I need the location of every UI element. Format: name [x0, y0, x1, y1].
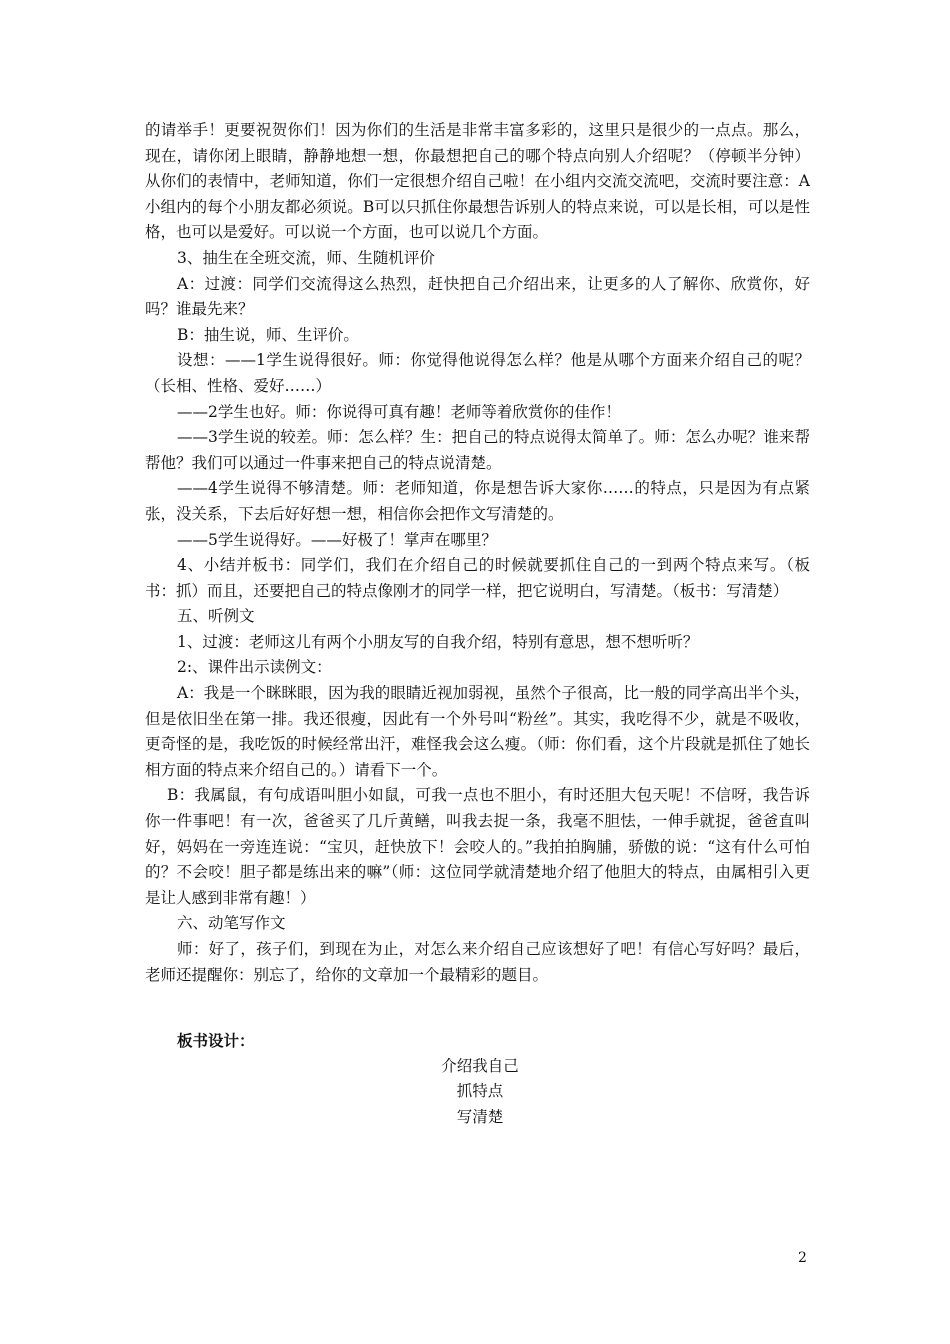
- board-line: 写清楚: [456, 1107, 504, 1126]
- document-body: [145, 118, 810, 1131]
- paragraph: 3、抽生在全班交流，师、生随机评价: [177, 248, 435, 267]
- board-line: 介绍我自己: [441, 1056, 519, 1075]
- example-a: A：我是一个眯眯眼，因为我的眼睛近视加弱视，虽然个子很高，比一般的同学高出半个头，但是依旧坐在第一排。我还很瘦，因此有一个外号叫“粉丝”。其实，我吃得不少，就是不吸收，更奇怪的是，我吃饭的时候经常出汗，难怪我会这么瘦。（师：你们看，这个片段就是抓住了她长相方面的特点来介绍自己的。）请看下一个。: [145, 684, 810, 779]
- section-heading: 六、动笔写作文: [177, 914, 286, 933]
- board-line: 抓特点: [456, 1082, 504, 1101]
- paragraph: 1、过渡：老师这儿有两个小朋友写的自我介绍，特别有意思，想不想听听？: [177, 632, 699, 651]
- paragraph: A：过渡：同学们交流得这么热烈，赶快把自己介绍出来，让更多的人了解你、欣赏你，好吗？谁最先来？: [145, 274, 810, 319]
- paragraph: 设想：——1学生说得很好。师：你觉得他说得怎么样？他是从哪个方面来介绍自己的呢？（长相、性格、爱好……）: [145, 351, 810, 395]
- paragraph: 的请举手！更要祝贺你们！因为你们的生活是非常丰富多彩的，这里只是很少的一点点。那么，现在，请你闭上眼睛，静静地想一想，你最想把自己的哪个特点向别人介绍呢？（停顿半分钟）从你们的表情中，老师知道，你们一定很想介绍自己啦！在小组内交流交流吧，交流时要注意：A小组内的每个小朋友都必须说。B可以只抓住你最想告诉别人的特点来说，可以是长相，可以是性格，也可以是爱好。可以说一个方面，也可以说几个方面。: [145, 121, 810, 242]
- paragraph: ——5学生说得好。——好极了！掌声在哪里？: [177, 530, 497, 549]
- paragraph: ——4学生说得不够清楚。师：老师知道，你是想告诉大家你……的特点，只是因为有点紧张，没关系，下去后好好想一想，相信你会把作文写清楚的。: [145, 479, 810, 523]
- paragraph: B：抽生说，师、生评价。: [177, 325, 359, 344]
- paragraph: ——3学生说的较差。师：怎么样？生：把自己的特点说得太简单了。师：怎么办呢？谁来帮帮他？我们可以通过一件事来把自己的特点说清楚。: [145, 428, 810, 472]
- example-b: B：我属鼠，有句成语叫胆小如鼠，可我一点也不胆小，有时还胆大包天呢！不信呀，我告诉你一件事吧！有一次，爸爸买了几斤黄鳝，叫我去捉一条，我毫不胆怯，一伸手就捉，爸爸直叫好，妈妈在一旁连连说：“宝贝，赶快放下！会咬人的。”我拍拍胸脯，骄傲的说：“这有什么可怕的？不会咬！胆子都是练出来的嘛”（师：这位同学就清楚地介绍了他胆大的特点，由属相引入更是让人感到非常有趣！）: [145, 786, 810, 907]
- page-number: 2: [798, 1250, 807, 1266]
- paragraph: 2:、课件出示读例文：: [177, 658, 332, 677]
- section-heading: 五、听例文: [177, 607, 255, 626]
- spacer: [145, 988, 810, 1028]
- paragraph: ——2学生也好。师：你说得可真有趣！老师等着欣赏你的佳作！: [177, 402, 621, 421]
- board-design-title: 板书设计：: [177, 1031, 255, 1051]
- board-design: [145, 1054, 810, 1131]
- paragraph: 师：好了，孩子们，到现在为止，对怎么来介绍自己应该想好了吧！有信心写好吗？最后，老师还提醒你：别忘了，给你的文章加一个最精彩的题目。: [145, 940, 810, 984]
- paragraph: 4、小结并板书：同学们，我们在介绍自己的时候就要抓住自己的一到两个特点来写。（板书：抓）而且，还要把自己的特点像刚才的同学一样，把它说明白，写清楚。（板书：写清楚）: [145, 556, 810, 600]
